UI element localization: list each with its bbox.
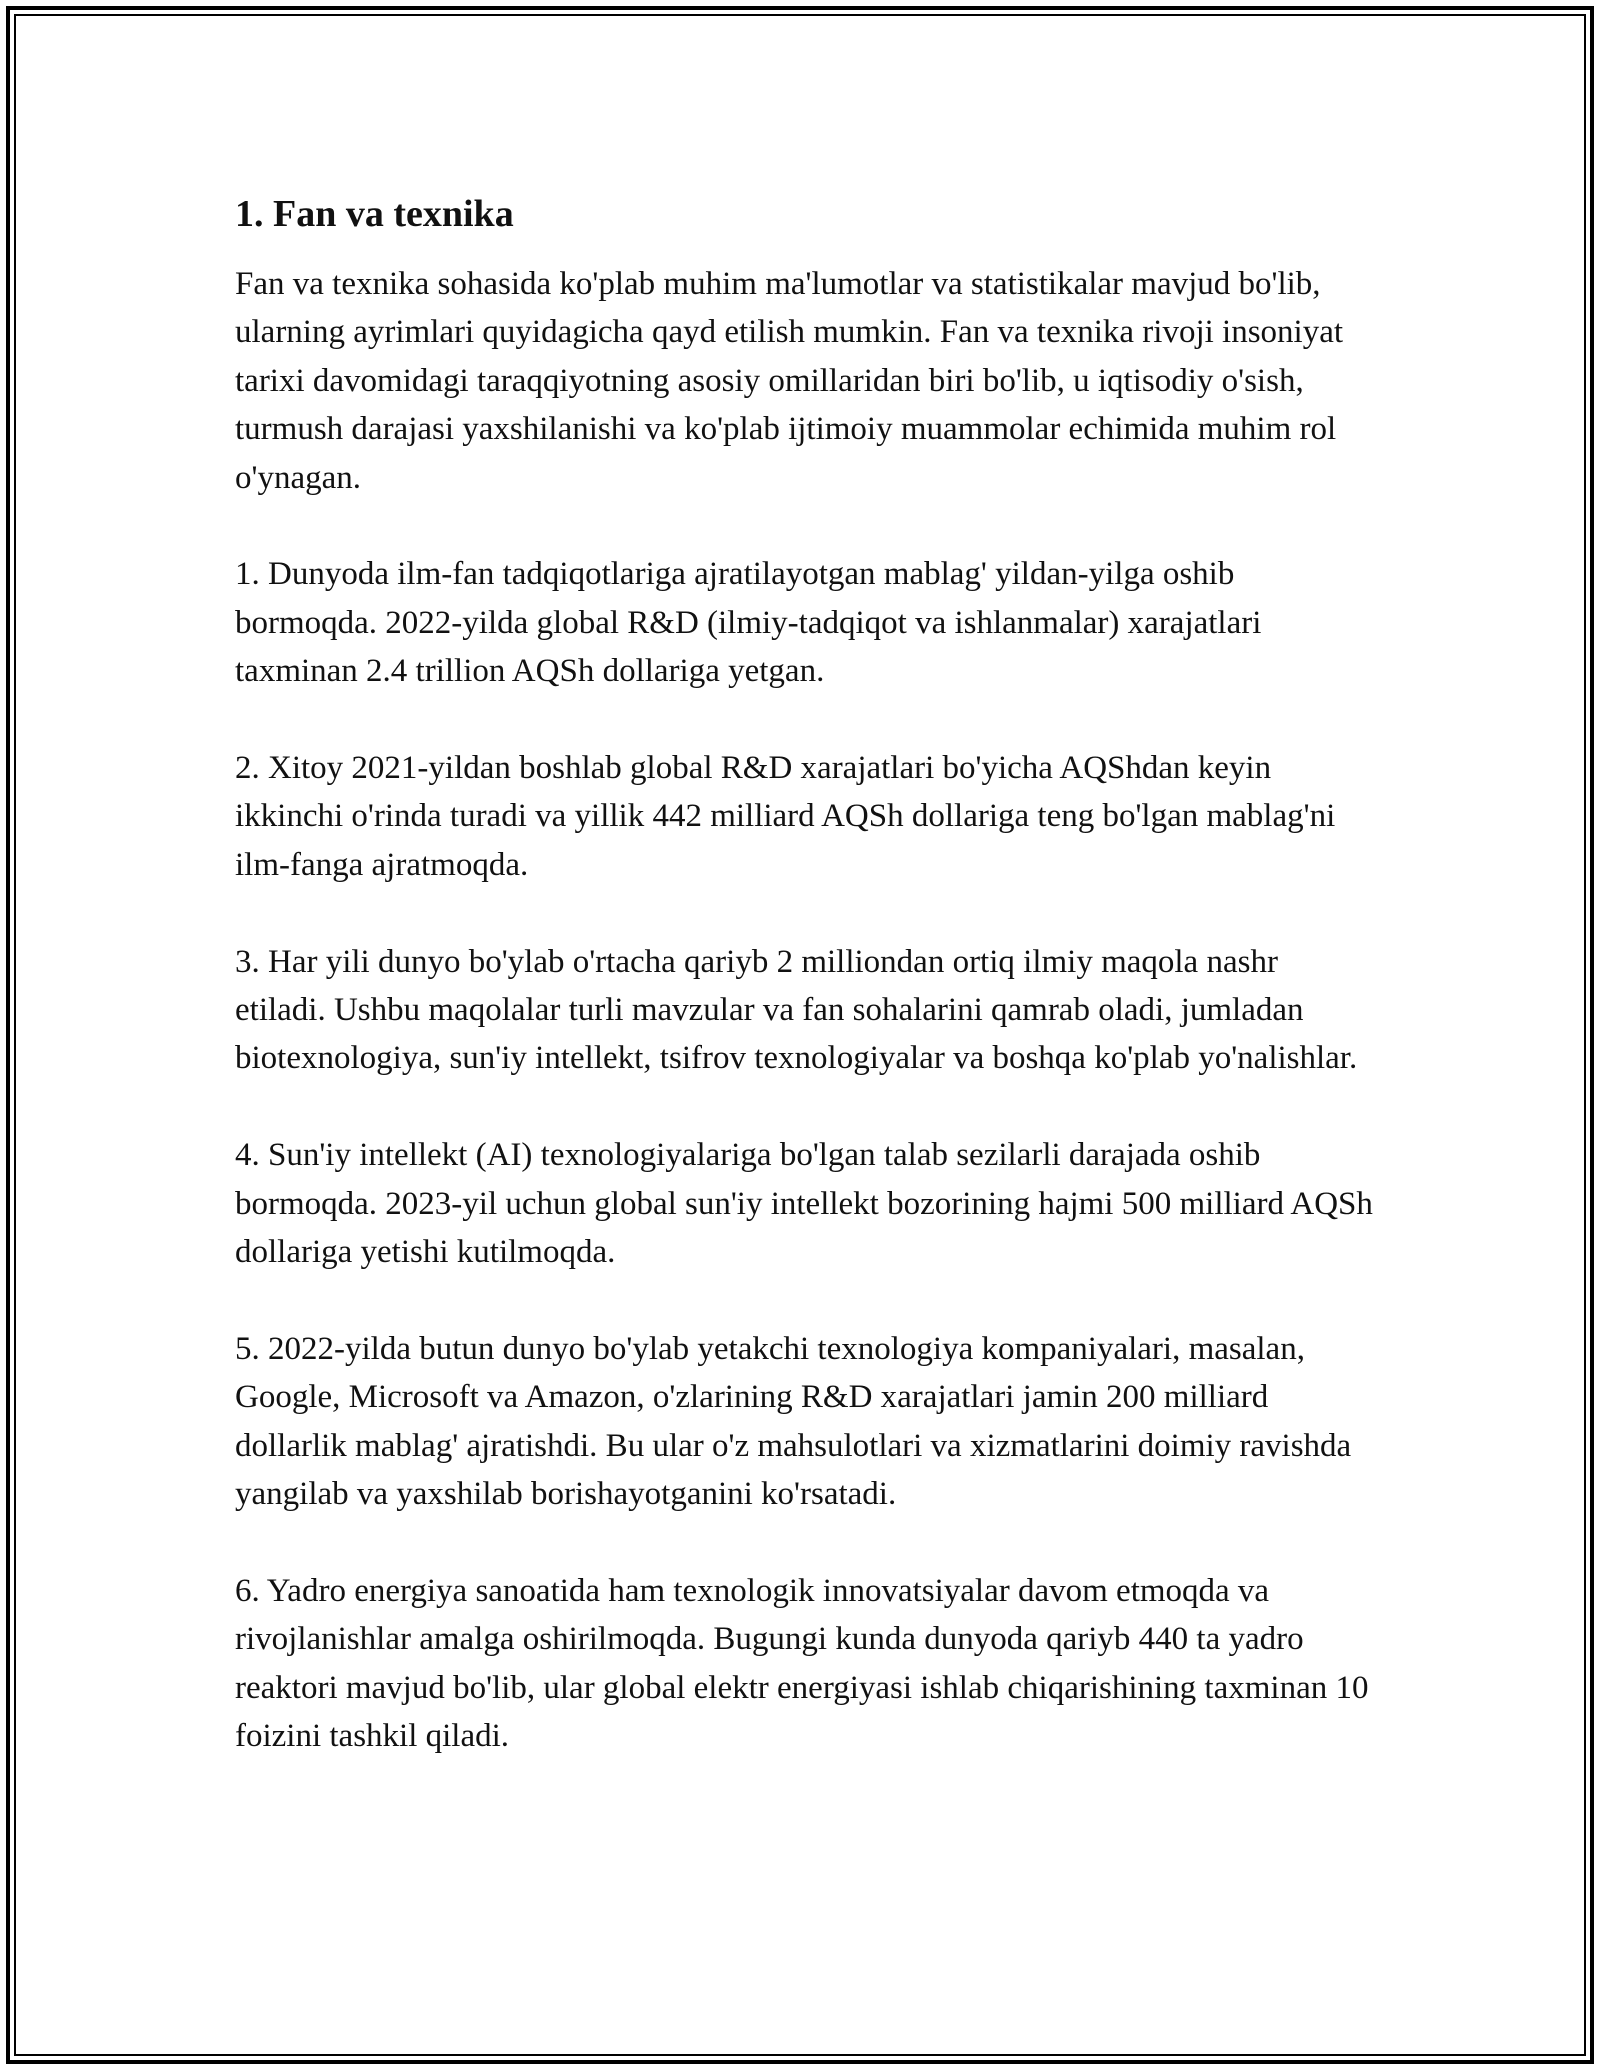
list-item-3: 3. Har yili dunyo bo'ylab o'rtacha qariyb 2 milliondan ortiq ilmiy maqola nashr etiladi. Ushbu maqolalar turli mavzular va fan sohalarini qamrab oladi, jumladan biotexnologiya, sun'iy intellekt, tsifrov texnologiyalar va boshqa ko'plab yo'nalishlar. — [235, 943, 1358, 1077]
list-item-2: 2. Xitoy 2021-yildan boshlab global R&D xarajatlari bo'yicha AQShdan keyin ikkinchi o'rinda turadi va yillik 442 milliard AQSh dollariga teng bo'lgan mablag'ni ilm-fanga ajratmoqda. — [235, 750, 1336, 883]
list-item-4: 4. Sun'iy intellekt (AI) texnologiyalariga bo'lgan talab sezilarli darajada oshib bormoqda. 2023-yil uchun global sun'iy intellekt bozorining hajmi 500 milliard AQSh dollariga yetishi kutilmoqda. — [235, 1137, 1373, 1271]
intro-paragraph: Fan va texnika sohasida ko'plab muhim ma'lumotlar va statistikalar mavjud bo'lib, ularning ayrimlari quyidagicha qayd etilish mumkin. Fan va texnika rivoji insoniyat tarixi davomidagi taraqqiyotning asosiy omillaridan biri bo'lib, u iqtisodiy o'sish, turmush darajasi yaxshilanishi va ko'plab ijtimoiy muammolar echimida muhim rol o'ynagan. — [235, 266, 1344, 496]
list-item-5: 5. 2022-yilda butun dunyo bo'ylab yetakchi texnologiya kompaniyalari, masalan, Google, Microsoft va Amazon, o'zlarining R&D xarajatlari jamin 200 milliard dollarlik mablag' ajratishdi. Bu ular o'z mahsulotlari va xizmatlarini doimiy ravishda yangilab va yaxshilab borishayotganini ko'rsatadi. — [235, 1330, 1352, 1513]
list-item-6: 6. Yadro energiya sanoatida ham texnologik innovatsiyalar davom etmoqda va rivojlanishlar amalga oshirilmoqda. Bugungi kunda dunyoda qariyb 440 ta yadro reaktori mavjud bo'lib, ular global elektr energiyasi ishlab chiqarishining taxminan 10 foizini tashkil qiladi. — [235, 1572, 1369, 1755]
section-heading: 1. Fan va texnika — [235, 193, 514, 235]
document-body — [235, 188, 1375, 1761]
list-item-1: 1. Dunyoda ilm-fan tadqiqotlariga ajratilayotgan mablag' yildan-yilga oshib bormoqda. 2022-yilda global R&D (ilmiy-tadqiqot va ishlanmalar) xarajatlari taxminan 2.4 trillion AQSh dollariga yetgan. — [235, 556, 1262, 690]
